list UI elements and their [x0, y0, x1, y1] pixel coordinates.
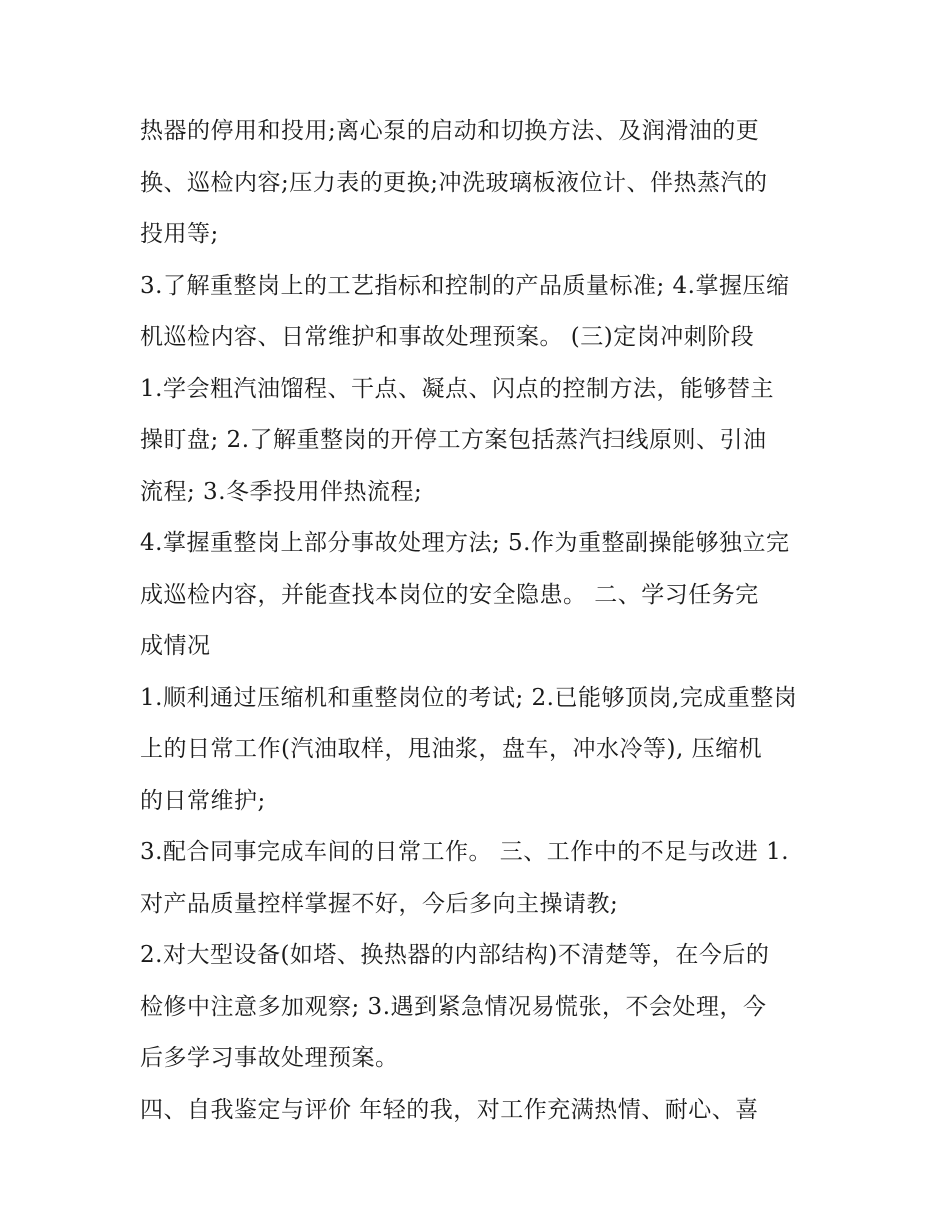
- text-line: 换、巡检内容;压力表的更换;冲洗玻璃板液位计、伴热蒸汽的: [140, 169, 768, 196]
- text-line: 检修中注意多加观察; 3.遇到紧急情况易慌张，不会处理，今: [140, 993, 767, 1020]
- text-line: 1.顺利通过压缩机和重整岗位的考试; 2.已能够顶岗,完成重整岗: [140, 684, 798, 711]
- text-line: 机巡检内容、日常维护和事故处理预案。 (三)定岗冲刺阶段: [140, 324, 755, 350]
- text-line: 3.了解重整岗上的工艺指标和控制的产品质量标准; 4.掌握压缩: [140, 272, 790, 299]
- text-line: 上的日常工作(汽油取样，甩油浆，盘车，冲水冷等), 压缩机: [140, 736, 763, 762]
- text-line: 3.配合同事完成车间的日常工作。 三、工作中的不足与改进 1.: [140, 839, 790, 865]
- text-line: 对产品质量控样掌握不好，今后多向主操请教;: [140, 890, 619, 917]
- body-text: [140, 106, 820, 1136]
- text-line: 4.掌握重整岗上部分事故处理方法; 5.作为重整副操能够独立完: [140, 530, 790, 556]
- text-line: 操盯盘; 2.了解重整岗的开停工方案包括蒸汽扫线原则、引油: [140, 427, 767, 453]
- text-line: 2.对大型设备(如塔、换热器的内部结构)不清楚等，在今后的: [140, 942, 770, 968]
- text-line: 四、自我鉴定与评价 年轻的我，对工作充满热情、耐心、喜: [140, 1096, 759, 1123]
- text-line: 热器的停用和投用;离心泵的启动和切换方法、及润滑油的更: [140, 118, 760, 144]
- text-line: 投用等;: [140, 221, 219, 247]
- text-line: 后多学习事故处理预案。: [140, 1045, 399, 1071]
- text-line: 成巡检内容，并能查找本岗位的安全隐患。 二、学习任务完: [140, 581, 759, 608]
- text-line: 的日常维护;: [140, 787, 266, 814]
- text-line: 流程; 3.冬季投用伴热流程;: [140, 478, 423, 505]
- text-line: 1.学会粗汽油馏程、干点、凝点、闪点的控制方法，能够替主: [140, 375, 774, 402]
- text-line: 成情况: [140, 633, 211, 659]
